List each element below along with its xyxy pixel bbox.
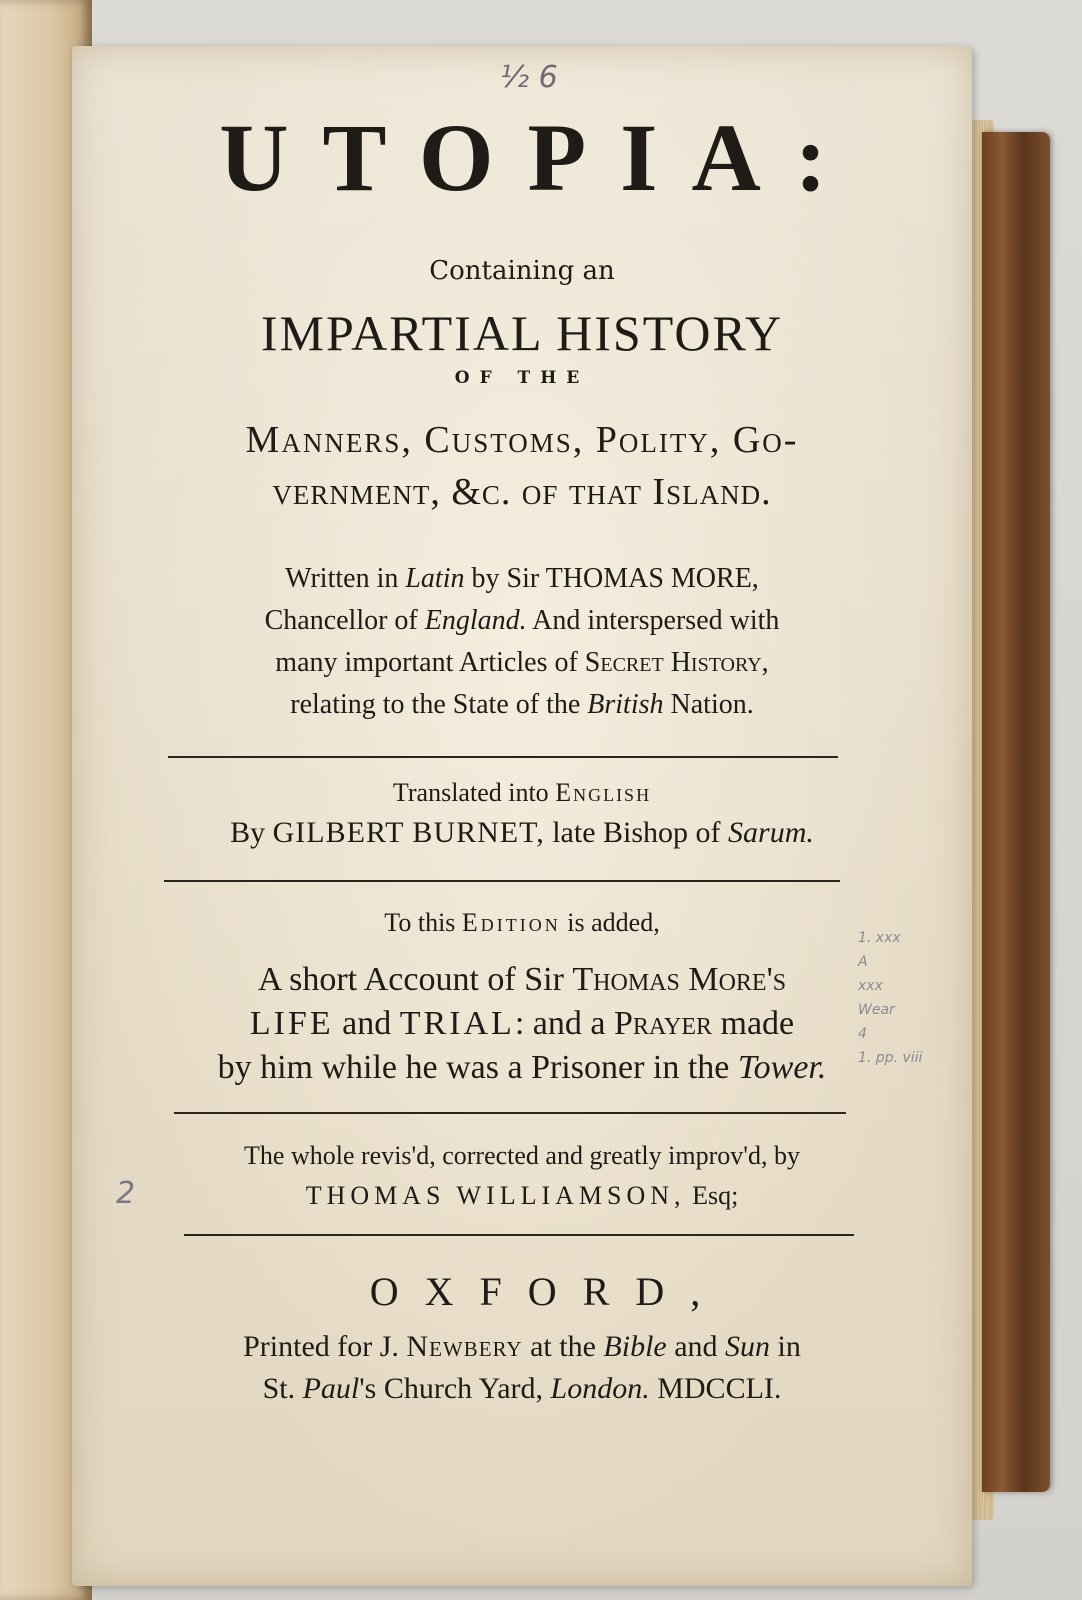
text: Translated into [392, 778, 556, 807]
text: By [230, 816, 273, 849]
imprint-statement [72, 1326, 972, 1410]
pencil-note-left: 2 [116, 1176, 136, 1211]
authorship-line-3 [72, 642, 972, 684]
text-italic: Sun [725, 1330, 771, 1363]
text: by Sir [464, 563, 546, 594]
text: at the [522, 1330, 604, 1363]
text: 's Church Yard, [359, 1372, 551, 1405]
subtitle-impartial-history: IMPARTIAL HISTORY [260, 305, 784, 361]
pencil-margin-line: 1. xxx [858, 930, 901, 946]
imprint-line-1 [72, 1326, 972, 1368]
revision-line-1: The whole revis'd, corrected and greatly improv'd, by [244, 1141, 800, 1170]
text-caps: TRIAL [399, 1005, 515, 1042]
text-small-caps: English [555, 778, 652, 807]
imprint-city: OXFORD, [369, 1269, 727, 1314]
text: : and a [514, 1005, 614, 1042]
text: Esq; [685, 1181, 739, 1210]
pencil-margin-line: Wear [858, 1002, 895, 1018]
text-small-caps: Prayer [613, 1005, 712, 1042]
authorship-line-1 [72, 558, 972, 600]
text: Chancellor of [264, 605, 425, 636]
text-italic: British [587, 689, 664, 720]
text-small-caps: Newbery [406, 1330, 523, 1363]
text: late Bishop of [544, 816, 729, 849]
text-italic: Tower. [737, 1049, 827, 1086]
text: And interspersed with [526, 605, 780, 636]
imprint-date: MDCCLI. [649, 1372, 782, 1405]
pencil-margin-line: xxx [858, 978, 883, 994]
edition-note [72, 908, 972, 938]
title-page [72, 46, 972, 1586]
divider-rule [164, 880, 840, 882]
text-italic: Sarum. [728, 816, 814, 849]
subtitle-containing: Containing an [429, 256, 615, 286]
text: made [712, 1005, 795, 1042]
text-italic: Latin [405, 563, 465, 594]
text-small-caps: Thomas More's [572, 961, 787, 998]
text: in [770, 1330, 801, 1363]
authorship-line-4 [72, 684, 972, 726]
text: Printed for J. [243, 1330, 407, 1363]
text: St. [262, 1372, 303, 1405]
text: by him while he was a Prisoner in the [217, 1049, 738, 1086]
divider-rule [168, 756, 838, 758]
editor-name: THOMAS WILLIAMSON, [305, 1181, 686, 1210]
revision-note [72, 1136, 972, 1216]
subtitle-vernment-line: vernment, &c. of that Island. [272, 471, 772, 513]
account-line-2 [72, 1002, 972, 1046]
text-small-caps: Secret History, [584, 647, 769, 678]
divider-rule [174, 1112, 846, 1114]
pencil-margin-line: 1. pp. viii [858, 1050, 923, 1066]
pencil-margin-line: 4 [858, 1026, 867, 1042]
subtitle-of-the: OF THE [454, 368, 590, 388]
text-caps: LIFE [249, 1005, 334, 1042]
translator-line [72, 816, 972, 850]
account-description [72, 958, 972, 1090]
authorship-line-2 [72, 600, 972, 642]
account-line-3 [72, 1046, 972, 1090]
text: and [333, 1005, 400, 1042]
revision-line-2 [72, 1176, 972, 1216]
translator-name: GILBERT BURNET, [272, 816, 545, 849]
text-small-caps: Edition [461, 908, 561, 937]
author-name: THOMAS MORE, [545, 563, 759, 594]
pencil-margin-line: A [858, 954, 868, 970]
text-italic: London. [550, 1372, 650, 1405]
divider-rule [184, 1234, 854, 1236]
text-italic: England. [424, 605, 527, 636]
text: many important Articles of [275, 647, 585, 678]
pencil-note-top: ½ 6 [500, 60, 558, 95]
text: Written in [285, 563, 406, 594]
authorship-statement [72, 558, 972, 726]
text: is added, [560, 908, 660, 937]
subtitle-manners-line: Manners, Customs, Polity, Go- [245, 419, 799, 461]
text: A short Account of Sir [257, 961, 573, 998]
imprint-line-2 [72, 1368, 972, 1410]
account-line-1 [72, 958, 972, 1002]
book-title: UTOPIA: [219, 104, 861, 211]
text-italic: Paul [302, 1372, 360, 1405]
text: To this [384, 908, 462, 937]
translation-note [72, 778, 972, 808]
text: Nation. [663, 689, 754, 720]
text: and [666, 1330, 726, 1363]
text: relating to the State of the [290, 689, 588, 720]
text-italic: Bible [603, 1330, 667, 1363]
